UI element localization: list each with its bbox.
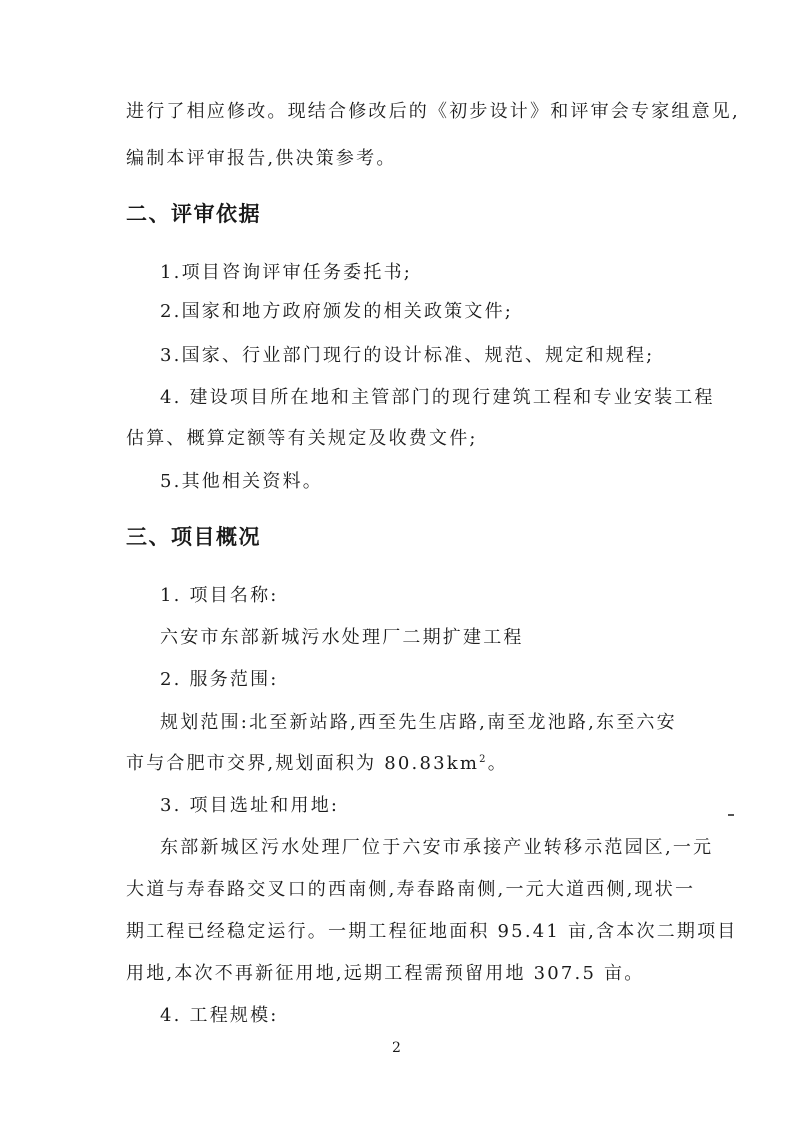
- basis-item-4: 4. 建设项目所在地和主管部门的现行建筑工程和专业安装工程: [160, 387, 715, 408]
- site-line-4: 用地,本次不再新征用地,远期工程需预留用地 307.5 亩。: [126, 963, 645, 984]
- scope-period: 。: [487, 753, 508, 774]
- service-scope-line-2: [126, 752, 508, 776]
- page-number: 2: [392, 1040, 401, 1056]
- intro-line-1: 进行了相应修改。现结合修改后的《初步设计》和评审会专家组意见,: [126, 101, 740, 122]
- basis-item-5: 5.其他相关资料。: [160, 471, 323, 492]
- site-label: 3. 项目选址和用地:: [160, 795, 340, 816]
- section-3-heading: 三、项目概况: [126, 525, 261, 549]
- site-line-2: 大道与寿春路交叉口的西南侧,寿春路南侧,一元大道西侧,现状一: [126, 879, 696, 900]
- scan-mark: [728, 814, 734, 816]
- basis-item-1: 1.项目咨询评审任务委托书;: [160, 262, 413, 283]
- scale-label: 4. 工程规模:: [160, 1005, 279, 1026]
- basis-item-4-continued: 估算、概算定额等有关规定及收费文件;: [126, 428, 478, 449]
- area-unit-superscript: 2: [479, 754, 488, 765]
- site-line-1: 东部新城区污水处理厂位于六安市承接产业转移示范园区,一元: [160, 837, 714, 858]
- project-name-value: 六安市东部新城污水处理厂二期扩建工程: [160, 627, 524, 648]
- basis-item-2: 2.国家和地方政府颁发的相关政策文件;: [160, 301, 514, 322]
- basis-item-3: 3.国家、行业部门现行的设计标准、规范、规定和规程;: [160, 345, 655, 366]
- site-line-3: 期工程已经稳定运行。一期工程征地面积 95.41 亩,含本次二期项目: [126, 921, 738, 942]
- project-name-label: 1. 项目名称:: [160, 585, 279, 606]
- intro-line-2: 编制本评审报告,供决策参考。: [126, 148, 397, 169]
- section-2-heading: 二、评审依据: [126, 202, 261, 226]
- service-scope-label: 2. 服务范围:: [160, 669, 279, 690]
- service-scope-line-1: 规划范围:北至新站路,西至先生店路,南至龙池路,东至六安: [160, 712, 677, 733]
- scope-area-text: 市与合肥市交界,规划面积为 80.83km: [126, 753, 480, 774]
